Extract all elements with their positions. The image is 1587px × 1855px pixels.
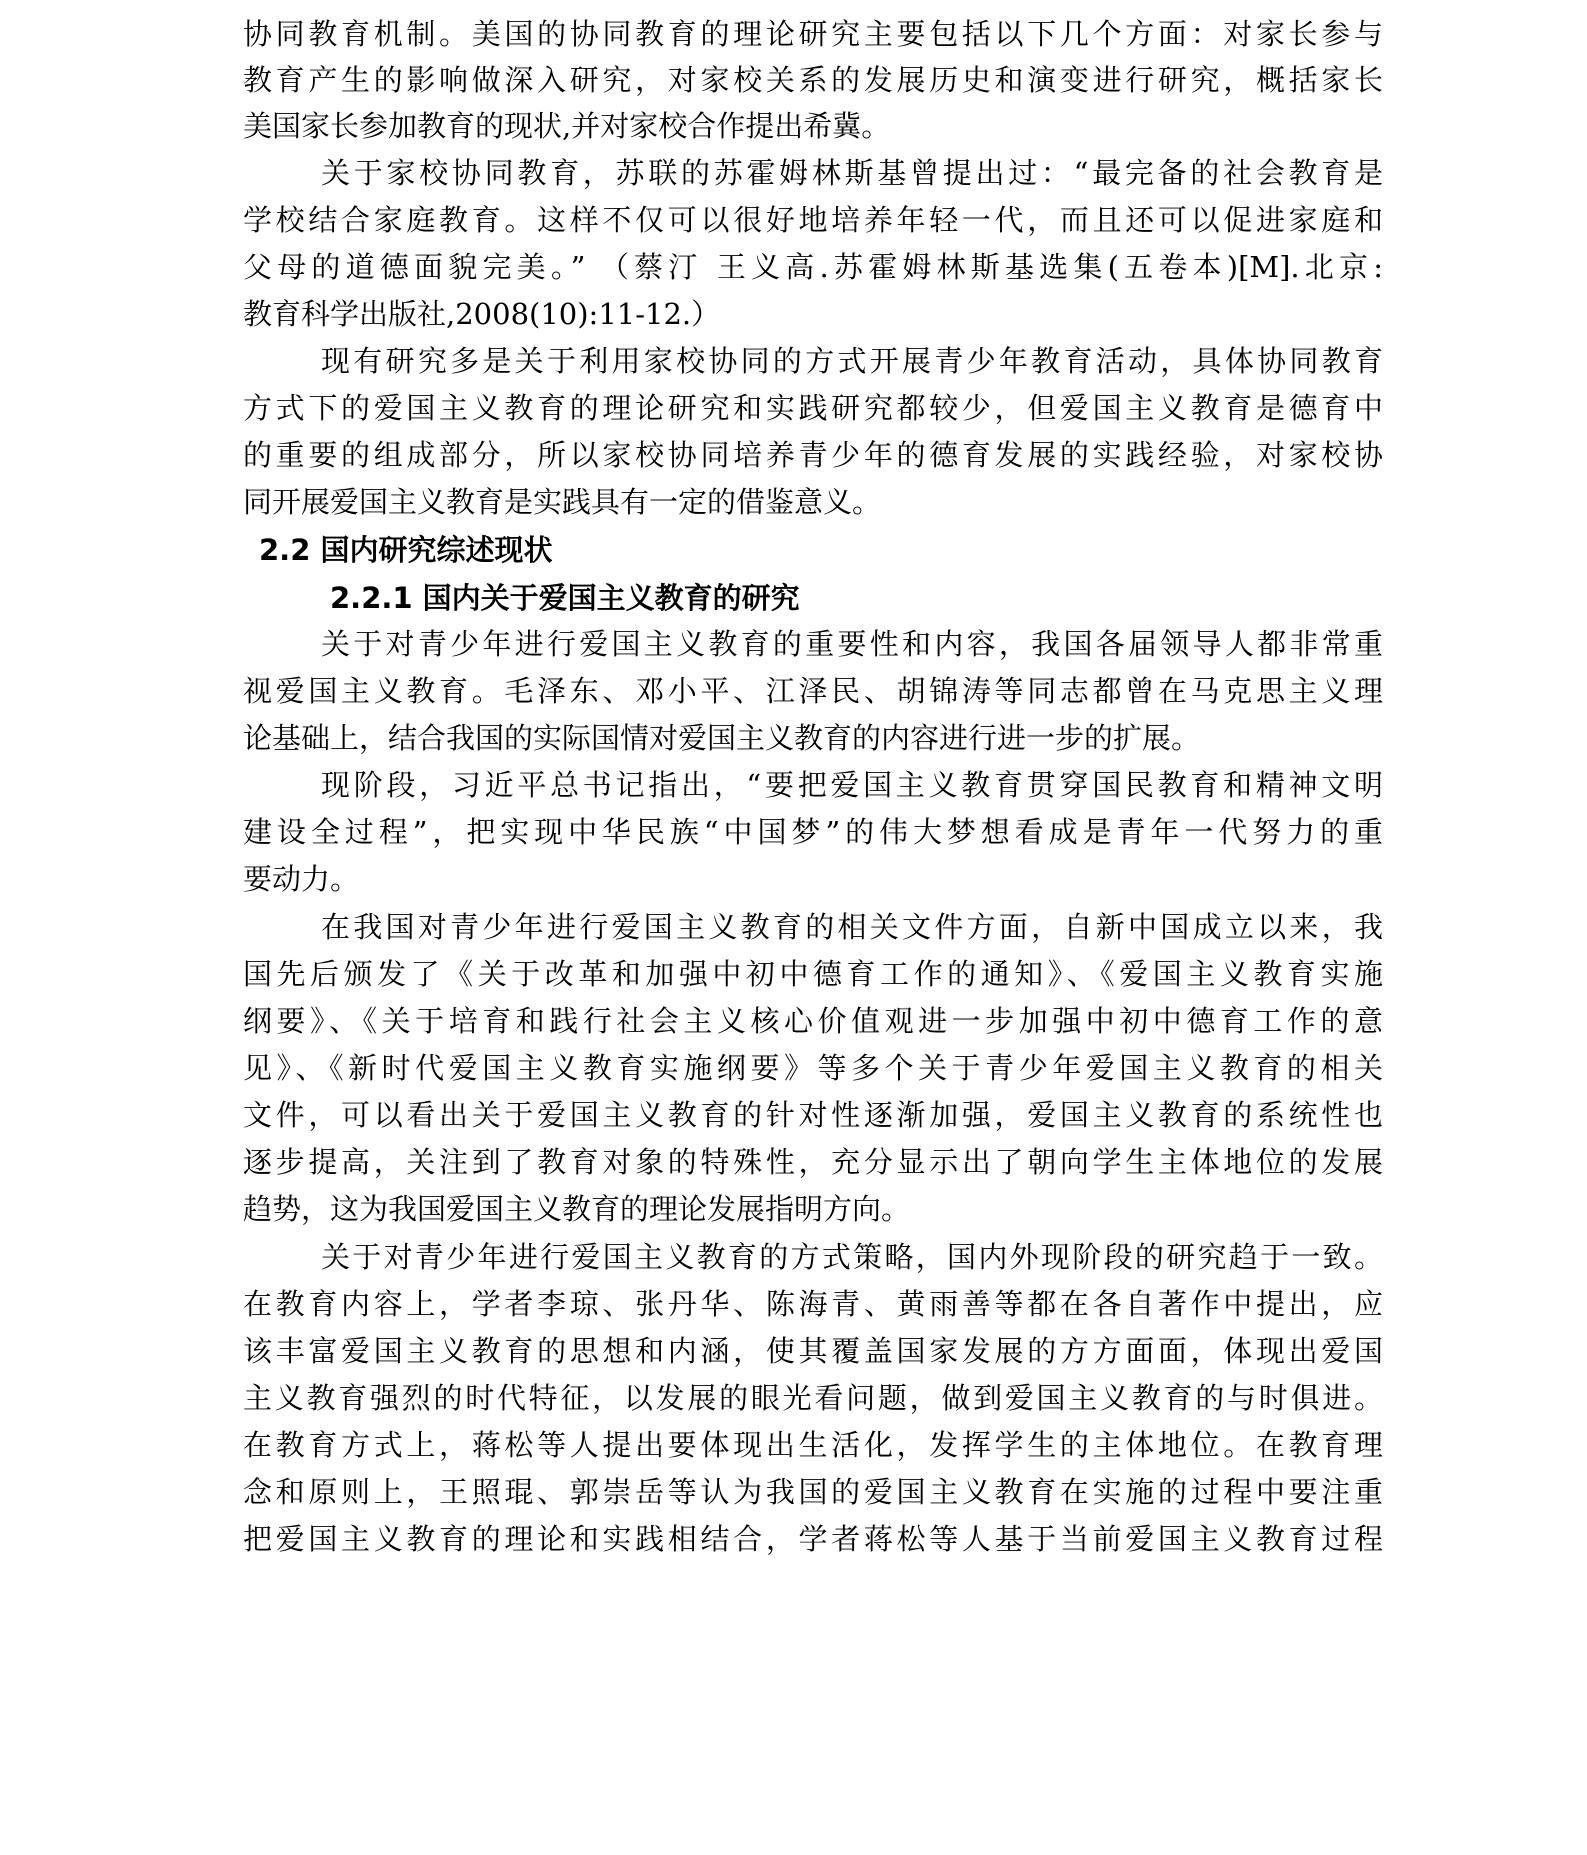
text-line: 视爱国主义教育。毛泽东、邓小平、江泽民、胡锦涛等同志都曾在马克思主义理: [243, 674, 1383, 708]
paragraph-start-line: 关于对青少年进行爱国主义教育的方式策略，国内外现阶段的研究趋于一致。: [321, 1240, 1383, 1274]
citation-line: 父母的道德面貌完美。” （蔡汀 王义高.苏霍姆林斯基选集(五卷本)[M].北京:: [243, 250, 1383, 284]
text-line: 文件，可以看出关于爱国主义教育的针对性逐渐加强，爱国主义教育的系统性也: [243, 1098, 1383, 1132]
text-line: 美国家长参加教育的现状,并对家校合作提出希冀。: [243, 109, 891, 143]
paragraph-start-line: 现有研究多是关于利用家校协同的方式开展青少年教育活动，具体协同教育: [321, 344, 1383, 378]
text-line: 在教育方式上，蒋松等人提出要体现出生活化，发挥学生的主体地位。在教育理: [243, 1428, 1383, 1462]
paragraph-start-line: 在我国对青少年进行爱国主义教育的相关文件方面，自新中国成立以来，我: [321, 910, 1383, 944]
text-line: 把爱国主义教育的理论和实践相结合，学者蒋松等人基于当前爱国主义教育过程: [243, 1522, 1383, 1556]
paragraph-start-line: 关于家校协同教育，苏联的苏霍姆林斯基曾提出过：“最完备的社会教育是: [321, 156, 1383, 190]
text-line: 念和原则上，王照琨、郭崇岳等认为我国的爱国主义教育在实施的过程中要注重: [243, 1475, 1383, 1509]
text-line: 该丰富爱国主义教育的思想和内涵，使其覆盖国家发展的方方面面，体现出爱国: [243, 1334, 1383, 1368]
text-line: 协同教育机制。美国的协同教育的理论研究主要包括以下几个方面：对家长参与: [243, 17, 1383, 51]
paragraph-start-line: 现阶段，习近平总书记指出，“要把爱国主义教育贯穿国民教育和精神文明: [321, 768, 1383, 802]
text-line: 逐步提高，关注到了教育对象的特殊性，充分显示出了朝向学生主体地位的发展: [243, 1145, 1383, 1179]
text-line: 在教育内容上，学者李琼、张丹华、陈海青、黄雨善等都在各自著作中提出，应: [243, 1287, 1383, 1321]
text-line: 学校结合家庭教育。这样不仅可以很好地培养年轻一代，而且还可以促进家庭和: [243, 203, 1383, 237]
section-heading: 2.2 国内研究综述现状: [259, 533, 553, 567]
text-line: 趋势，这为我国爱国主义教育的理论发展指明方向。: [243, 1192, 911, 1226]
text-line: 同开展爱国主义教育是实践具有一定的借鉴意义。: [243, 485, 882, 519]
text-line: 方式下的爱国主义教育的理论研究和实践研究都较少，但爱国主义教育是德育中: [243, 391, 1383, 425]
text-line: 国先后颁发了《关于改革和加强中初中德育工作的通知》、《爱国主义教育实施: [243, 957, 1383, 991]
text-line: 论基础上，结合我国的实际国情对爱国主义教育的内容进行进一步的扩展。: [243, 721, 1201, 755]
text-line: 纲要》、《关于培育和践行社会主义核心价值观进一步加强中初中德育工作的意: [243, 1004, 1383, 1038]
text-line: 建设全过程”，把实现中华民族“中国梦”的伟大梦想看成是青年一代努力的重: [243, 815, 1383, 849]
text-line: 见》、《新时代爱国主义教育实施纲要》等多个关于青少年爱国主义教育的相关: [243, 1051, 1383, 1085]
paragraph-start-line: 关于对青少年进行爱国主义教育的重要性和内容，我国各届领导人都非常重: [321, 627, 1383, 661]
text-line: 教育产生的影响做深入研究，对家校关系的发展历史和演变进行研究，概括家长: [243, 63, 1383, 97]
text-line: 要动力。: [243, 862, 360, 896]
text-line: 主义教育强烈的时代特征，以发展的眼光看问题，做到爱国主义教育的与时俱进。: [243, 1381, 1383, 1415]
citation-line: 教育科学出版社,2008(10):11-12.）: [243, 297, 721, 331]
subsection-heading: 2.2.1 国内关于爱国主义教育的研究: [330, 581, 800, 615]
text-line: 的重要的组成部分，所以家校协同培养青少年的德育发展的实践经验，对家校协: [243, 438, 1383, 472]
